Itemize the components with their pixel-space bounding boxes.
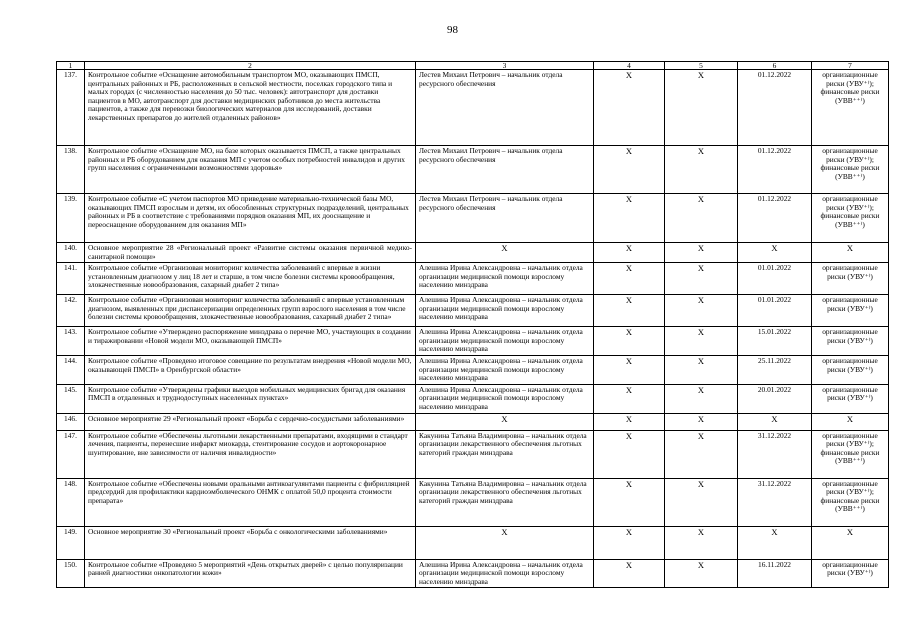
- main-activity-row: [57, 413, 889, 430]
- row-number: 142.: [57, 295, 85, 327]
- event-description: Контрольное событие «Проведено 5 мероприятий «День открытых дверей» с целью популяризации ранней диагностики онкопатологии кожи»: [85, 559, 416, 588]
- control-event-row: [57, 559, 889, 588]
- column-5-value: X: [665, 355, 738, 384]
- risk-description: организационные риски (УВУ⁺⁾); финансовые риски (УВВ⁺⁺⁾): [812, 430, 889, 478]
- responsible-person: Лестев Михаил Петрович – начальник отдела ресурсного обеспечения: [416, 70, 594, 146]
- control-event-row: [57, 70, 889, 146]
- responsible-person: Алешина Ирина Александровна – начальник отдела организации медицинской помощи взрослому населению минздрава: [416, 295, 594, 327]
- event-description: Контрольное событие «Утверждены графики выездов мобильных медицинских бригад для оказания ПМСП в отдаленных и труднодоступных населенных пунктах»: [85, 384, 416, 413]
- due-date: 01.12.2022: [738, 194, 812, 243]
- due-date: X: [738, 243, 812, 263]
- column-4-value: X: [594, 355, 665, 384]
- risk-description: организационные риски (УВУ⁺⁾): [812, 384, 889, 413]
- due-date: 01.12.2022: [738, 146, 812, 194]
- column-5-value: X: [665, 413, 738, 430]
- due-date: 01.12.2022: [738, 70, 812, 146]
- risk-description: организационные риски (УВУ⁺⁾); финансовые риски (УВВ⁺⁺⁾): [812, 478, 889, 526]
- column-5-value: X: [665, 243, 738, 263]
- due-date: 15.01.2022: [738, 327, 812, 356]
- row-number: 139.: [57, 194, 85, 243]
- column-5-value: X: [665, 327, 738, 356]
- header-cell: 6: [738, 62, 812, 70]
- column-5-value: X: [665, 146, 738, 194]
- event-description: Контрольное событие «Организован мониторинг количества заболеваний с впервые установленным диагнозом, выявленных при диспансеризации определенных групп взрослого населения в том числе болезни системы кровообращения, злокачественные новообразования, сахарный диабет 2 типа»: [85, 295, 416, 327]
- due-date: 01.01.2022: [738, 263, 812, 295]
- header-cell: 5: [665, 62, 738, 70]
- column-4-value: X: [594, 243, 665, 263]
- due-date: 25.11.2022: [738, 355, 812, 384]
- column-4-value: X: [594, 295, 665, 327]
- column-4-value: X: [594, 413, 665, 430]
- risk-description: организационные риски (УВУ⁺⁾); финансовые риски (УВВ⁺⁺⁾): [812, 194, 889, 243]
- due-date: 01.01.2022: [738, 295, 812, 327]
- event-description: Контрольное событие «С учетом паспортов МО приведение материально-технической базы МО, оказывающих ПМСП взрослым и детям, их обособленных структурных подразделений, центральных районных и РБ в соответствие с требованиями порядков оказания МП, их дооснащение и переоснащение оборудованием для оказания МП»: [85, 194, 416, 243]
- header-row: [57, 62, 889, 70]
- event-description: Контрольное событие «Оснащение автомобильным транспортом МО, оказывающих ПМСП, центральных районных и РБ, расположенных в сельской местности, поселках городского типа и малых городах (с численностью населения до 50 тыс. человек): автотранспорт для доставки пациентов в МО, автотранспорт для доставки медицинских работников до места жительства пациентов, а также для перевозки биологических материалов для исследований, доставки лекарственных препаратов до жителей отдаленных районов»: [85, 70, 416, 146]
- row-number: 141.: [57, 263, 85, 295]
- event-description: Контрольное событие «Оснащение МО, на базе которых оказывается ПМСП, а также центральных районных и РБ оборудованием для оказания МП с учетом особых потребностей инвалидов и других групп населения с ограниченными возможностями здоровья»: [85, 146, 416, 194]
- row-number: 143.: [57, 327, 85, 356]
- column-5-value: X: [665, 430, 738, 478]
- column-5-value: X: [665, 295, 738, 327]
- due-date: X: [738, 413, 812, 430]
- risk-description: организационные риски (УВУ⁺⁾); финансовые риски (УВВ⁺⁺⁾): [812, 146, 889, 194]
- risk-description: организационные риски (УВУ⁺⁾): [812, 327, 889, 356]
- control-event-row: [57, 327, 889, 356]
- risk-description: организационные риски (УВУ⁺⁾): [812, 559, 889, 588]
- column-5-value: X: [665, 194, 738, 243]
- row-number: 148.: [57, 478, 85, 526]
- control-event-row: [57, 384, 889, 413]
- column-4-value: X: [594, 263, 665, 295]
- control-event-row: [57, 146, 889, 194]
- column-4-value: X: [594, 194, 665, 243]
- risk-description: организационные риски (УВУ⁺⁾): [812, 263, 889, 295]
- control-event-row: [57, 478, 889, 526]
- event-description: Контрольное событие «Организован мониторинг количества заболеваний с впервые в жизни установленным диагнозом у лиц 18 лет и старше, в том числе болезни системы кровообращения, злокачественные новообразования, сахарный диабет 2 типа»: [85, 263, 416, 295]
- responsible-person: Алешина Ирина Александровна – начальник отдела организации медицинской помощи взрослому населению минздрава: [416, 559, 594, 588]
- due-date: 20.01.2022: [738, 384, 812, 413]
- column-5-value: X: [665, 559, 738, 588]
- control-event-row: [57, 355, 889, 384]
- event-description: Контрольное событие «Обеспечены новыми оральными антикоагулянтами пациенты с фибрилляцией предсердий для профилактики кардиоэмболического ОНМК с оплатой 50,0 процента стоимости препарата»: [85, 478, 416, 526]
- column-4-value: X: [594, 327, 665, 356]
- main-activity-row: [57, 243, 889, 263]
- header-cell: 1: [57, 62, 85, 70]
- header-cell: 7: [812, 62, 889, 70]
- responsible-person: X: [416, 413, 594, 430]
- events-table: [56, 61, 889, 588]
- column-4-value: X: [594, 478, 665, 526]
- header-cell: 2: [85, 62, 416, 70]
- event-description: Контрольное событие «Обеспечены льготными лекарственными препаратами, входящими в стандарт лечения, пациенты, перенесшие инфаркт миокарда, стентирование сосудов и аортокоронарное шунтирование, вне зависимости от наличия инвалидности»: [85, 430, 416, 478]
- row-number: 137.: [57, 70, 85, 146]
- responsible-person: Лестев Михаил Петрович – начальник отдела ресурсного обеспечения: [416, 194, 594, 243]
- risk-description: организационные риски (УВУ⁺⁾): [812, 295, 889, 327]
- due-date: 16.11.2022: [738, 559, 812, 588]
- responsible-person: Алешина Ирина Александровна – начальник отдела организации медицинской помощи взрослому населению минздрава: [416, 355, 594, 384]
- column-5-value: X: [665, 478, 738, 526]
- row-number: 146.: [57, 413, 85, 430]
- column-4-value: X: [594, 70, 665, 146]
- column-5-value: X: [665, 263, 738, 295]
- row-number: 147.: [57, 430, 85, 478]
- responsible-person: Какунина Татьяна Владимировна – начальник отдела организации лекарственного обеспечения льготных категорий граждан минздрава: [416, 430, 594, 478]
- responsible-person: X: [416, 526, 594, 559]
- column-5-value: X: [665, 70, 738, 146]
- responsible-person: X: [416, 243, 594, 263]
- column-5-value: X: [665, 526, 738, 559]
- column-4-value: X: [594, 146, 665, 194]
- column-4-value: X: [594, 384, 665, 413]
- control-event-row: [57, 194, 889, 243]
- control-event-row: [57, 263, 889, 295]
- column-5-value: X: [665, 384, 738, 413]
- control-event-row: [57, 430, 889, 478]
- row-number: 140.: [57, 243, 85, 263]
- responsible-person: Алешина Ирина Александровна – начальник отдела организации медицинской помощи взрослому населению минздрава: [416, 327, 594, 356]
- row-number: 150.: [57, 559, 85, 588]
- column-4-value: X: [594, 430, 665, 478]
- event-description: Основное мероприятие 28 «Региональный проект «Развитие системы оказания первичной медико-санитарной помощи»: [85, 243, 416, 263]
- row-number: 149.: [57, 526, 85, 559]
- responsible-person: Какунина Татьяна Владимировна – начальник отдела организации лекарственного обеспечения льготных категорий граждан минздрава: [416, 478, 594, 526]
- main-activity-row: [57, 526, 889, 559]
- responsible-person: Алешина Ирина Александровна – начальник отдела организации медицинской помощи взрослому населению минздрава: [416, 263, 594, 295]
- page-number: 98: [447, 24, 458, 36]
- column-4-value: X: [594, 559, 665, 588]
- control-event-row: [57, 295, 889, 327]
- event-description: Основное мероприятие 30 «Региональный проект «Борьба с онкологическими заболеваниями»: [85, 526, 416, 559]
- event-description: Контрольное событие «Проведено итоговое совещание по результатам внедрения «Новой модели МО, оказывающей ПМСП» в Оренбургской области»: [85, 355, 416, 384]
- risk-description: X: [812, 243, 889, 263]
- risk-description: организационные риски (УВУ⁺⁾): [812, 355, 889, 384]
- column-4-value: X: [594, 526, 665, 559]
- due-date: 31.12.2022: [738, 430, 812, 478]
- event-description: Контрольное событие «Утверждено распоряжение минздрава о перечне МО, участвующих в создании и тиражировании «Новой модели МО, оказывающей ПМСП»: [85, 327, 416, 356]
- header-cell: 3: [416, 62, 594, 70]
- row-number: 144.: [57, 355, 85, 384]
- due-date: 31.12.2022: [738, 478, 812, 526]
- risk-description: X: [812, 526, 889, 559]
- event-description: Основное мероприятие 29 «Региональный проект «Борьба с сердечно-сосудистыми заболеваниями»: [85, 413, 416, 430]
- due-date: X: [738, 526, 812, 559]
- responsible-person: Лестев Михаил Петрович – начальник отдела ресурсного обеспечения: [416, 146, 594, 194]
- responsible-person: Алешина Ирина Александровна – начальник отдела организации медицинской помощи взрослому населению минздрава: [416, 384, 594, 413]
- header-cell: 4: [594, 62, 665, 70]
- risk-description: X: [812, 413, 889, 430]
- row-number: 145.: [57, 384, 85, 413]
- risk-description: организационные риски (УВУ⁺⁾); финансовые риски (УВВ⁺⁺⁾): [812, 70, 889, 146]
- row-number: 138.: [57, 146, 85, 194]
